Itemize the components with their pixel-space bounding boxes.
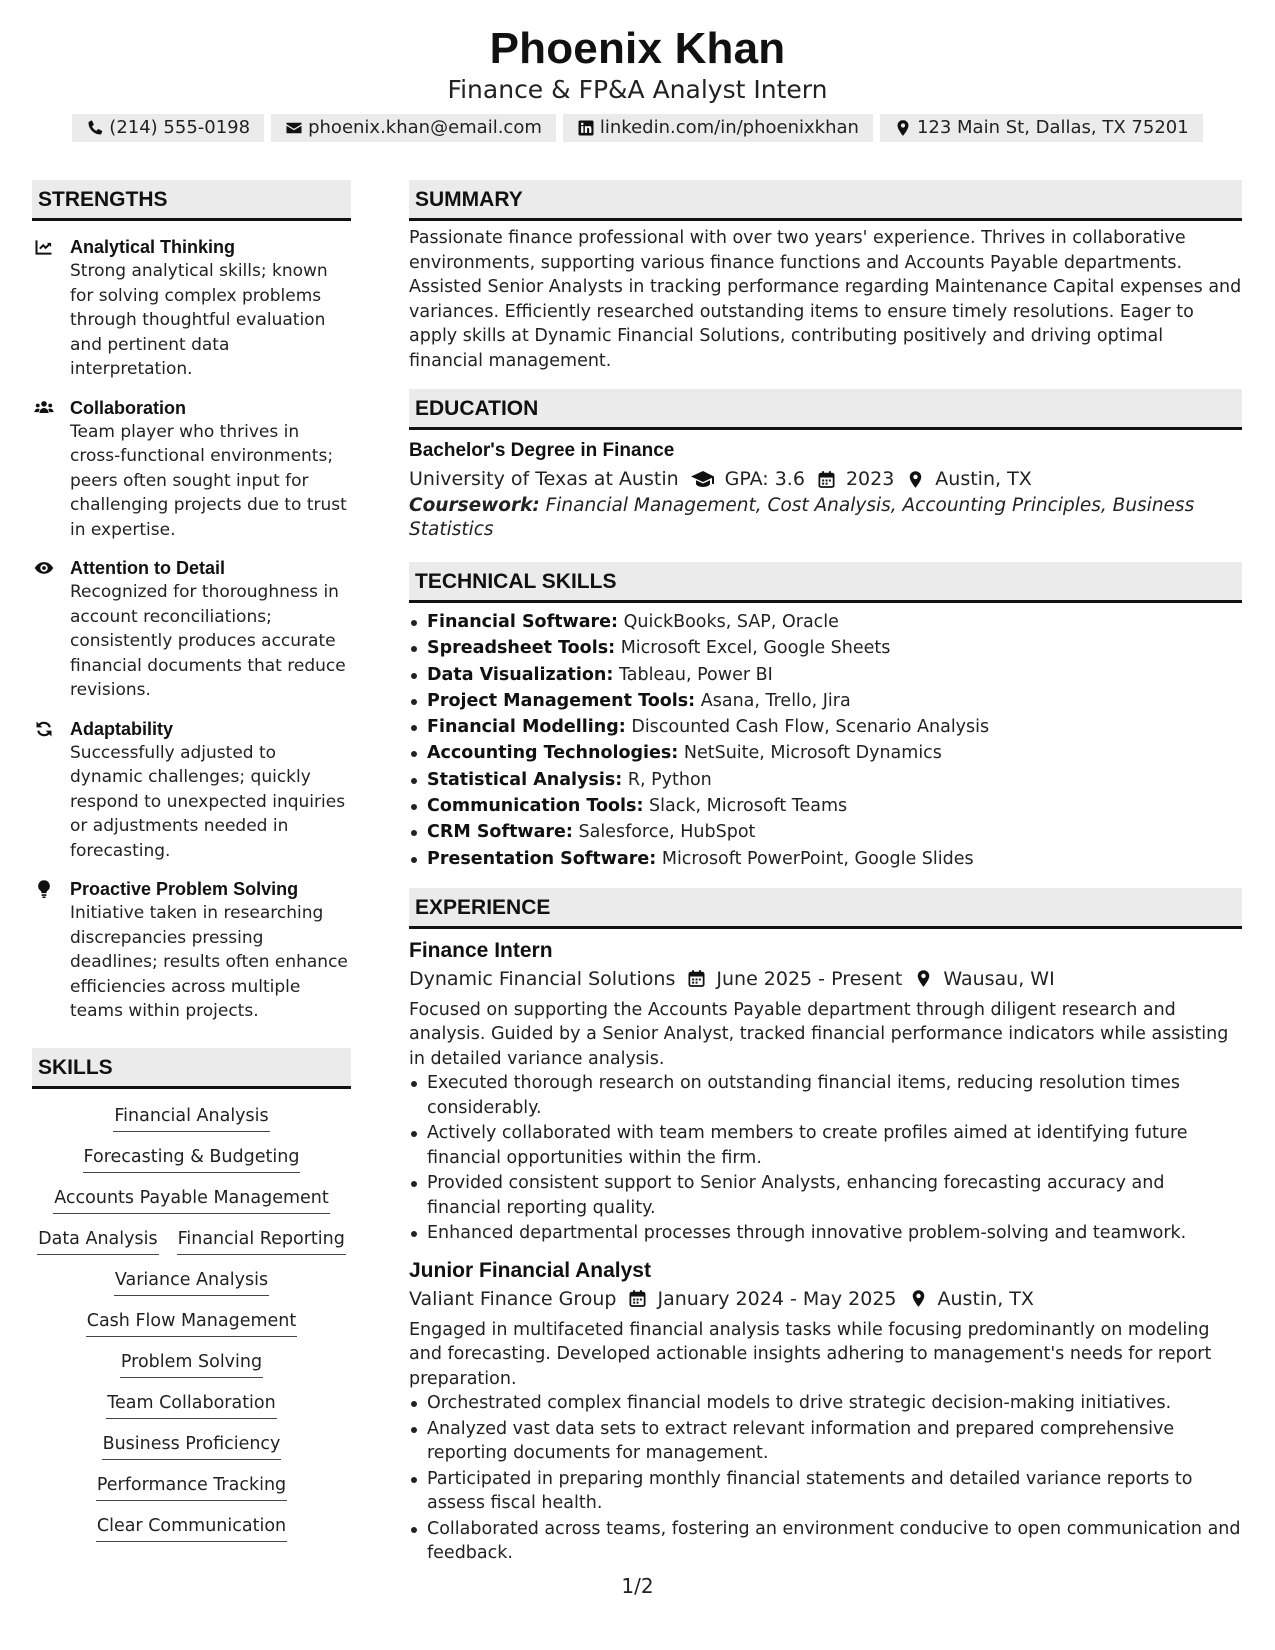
tech-skill-label: Spreadsheet Tools:	[427, 638, 616, 659]
left-column	[32, 180, 351, 1542]
list-item: Collaborated across teams, fostering an environment conducive to open communication and feedback.	[409, 1517, 1242, 1566]
job-dates: January 2024 - May 2025	[657, 1287, 897, 1310]
list-item	[409, 740, 1242, 766]
users-icon	[34, 398, 54, 418]
skills-heading: SKILLS	[32, 1048, 351, 1089]
strength-item	[32, 396, 351, 543]
education-location: Austin, TX	[935, 468, 1032, 490]
job-meta	[409, 1284, 1242, 1314]
coursework-list: Financial Management, Cost Analysis, Accounting Principles, Business Statistics	[409, 495, 1195, 540]
list-item: Participated in preparing monthly financial statements and detailed variance reports to assess fiscal health.	[409, 1467, 1242, 1516]
list-item	[409, 662, 1242, 688]
job-bullets	[409, 1071, 1242, 1246]
contact-linkedin[interactable]	[563, 114, 873, 142]
coursework-label: Coursework:	[409, 495, 540, 516]
strength-title: Proactive Problem Solving	[70, 879, 299, 899]
job-meta	[409, 964, 1242, 994]
job-title: Junior Financial Analyst	[409, 1258, 651, 1282]
tech-skill-label: Financial Software:	[427, 612, 619, 632]
skill-tag: Team Collaboration	[106, 1392, 276, 1419]
tech-skill-label: Project Management Tools:	[427, 690, 696, 711]
lightbulb-icon	[34, 879, 54, 899]
candidate-title: Finance & FP&A Analyst Intern	[447, 75, 828, 104]
job-entry	[409, 938, 1242, 1246]
list-item	[409, 688, 1242, 714]
linkedin-icon	[577, 119, 595, 137]
calendar-icon	[628, 1289, 647, 1308]
map-pin-icon	[906, 470, 925, 489]
tech-skill-value: Asana, Trello, Jira	[700, 690, 851, 711]
skill-tag: Clear Communication	[96, 1515, 287, 1542]
job-bullets	[409, 1391, 1242, 1566]
refresh-icon	[34, 719, 54, 739]
job-location: Wausau, WI	[943, 967, 1055, 990]
job-description: Engaged in multifaceted financial analysis tasks while focusing predominantly on modeling and forecasting. Developed actionable insights adhering to management's needs for report preparation.	[409, 1319, 1212, 1389]
strength-title: Collaboration	[70, 397, 186, 418]
contact-address-text: 123 Main St, Dallas, TX 75201	[916, 117, 1189, 138]
tech-skill-value: Discounted Cash Flow, Scenario Analysis	[631, 717, 990, 738]
contact-bar	[0, 114, 1275, 142]
education-meta	[409, 464, 1242, 494]
map-pin-icon	[914, 969, 933, 988]
calendar-icon	[817, 470, 836, 489]
skills-list	[32, 1105, 351, 1542]
contact-linkedin-text: linkedin.com/in/phoenixkhan	[599, 117, 859, 138]
education-school: University of Texas at Austin	[409, 468, 679, 490]
list-item: Analyzed vast data sets to extract relevant information and prepared comprehensive reporting documents for management.	[409, 1417, 1242, 1466]
experience-heading: EXPERIENCE	[409, 888, 1242, 929]
job-description: Focused on supporting the Accounts Payable department through diligent research and analysis. Guided by a Senior Analyst, tracked financial performance indicators while assisting in detailed variance analysis.	[409, 999, 1229, 1069]
list-item: Enhanced departmental processes through innovative problem-solving and teamwork.	[409, 1221, 1242, 1246]
technical-skills-list	[409, 609, 1242, 872]
education-year: 2023	[845, 468, 895, 490]
list-item	[409, 767, 1242, 793]
list-item	[409, 714, 1242, 740]
list-item	[409, 819, 1242, 845]
contact-email-text: phoenix.khan@email.com	[308, 117, 542, 138]
tech-skill-value: R, Python	[627, 769, 712, 790]
tech-skill-value: Slack, Microsoft Teams	[649, 796, 848, 817]
list-item	[409, 846, 1242, 872]
job-company: Valiant Finance Group	[409, 1287, 617, 1310]
skill-tag: Data Analysis	[37, 1228, 158, 1255]
graduation-cap-icon	[691, 467, 715, 491]
eye-icon	[34, 558, 54, 578]
summary-text: Passionate finance professional with over two years' experience. Thrives in collaborative environments, supporting various finance functions and Accounts Payable departments. Assisted Senior Analysts in tracking performance regarding Maintenance Capital expenses and variances. Efficiently researched outstanding items to ensure timely resolutions. Eager to apply skills at Dynamic Financial Solutions, contributing positively and driving optimal financial management.	[409, 228, 1242, 371]
contact-email[interactable]	[271, 114, 556, 142]
tech-skill-label: Statistical Analysis:	[427, 769, 623, 790]
skill-tag: Problem Solving	[120, 1351, 263, 1378]
job-company: Dynamic Financial Solutions	[409, 967, 676, 990]
tech-skill-value: QuickBooks, SAP, Oracle	[623, 612, 839, 632]
list-item: Actively collaborated with team members to create profiles aimed at identifying future financial opportunities within the firm.	[409, 1121, 1242, 1170]
contact-phone-text: (214) 555-0198	[109, 117, 251, 138]
list-item	[409, 793, 1242, 819]
list-item	[409, 609, 1242, 635]
resume-header	[0, 22, 1275, 142]
tech-skill-value: Tableau, Power BI	[618, 664, 773, 685]
summary-heading: SUMMARY	[409, 180, 1242, 221]
strength-title: Attention to Detail	[70, 558, 225, 578]
skill-tag: Performance Tracking	[96, 1474, 287, 1501]
envelope-icon	[285, 119, 303, 137]
skill-tag: Financial Reporting	[177, 1228, 346, 1255]
strength-description: Successfully adjusted to dynamic challenges; quickly respond to unexpected inquiries or adjustments needed in forecasting.	[70, 742, 346, 861]
skill-tag: Financial Analysis	[113, 1105, 269, 1132]
map-pin-icon	[894, 119, 912, 137]
tech-skill-value: Microsoft PowerPoint, Google Slides	[661, 848, 974, 869]
education-degree: Bachelor's Degree in Finance	[409, 440, 675, 461]
education-heading: EDUCATION	[409, 389, 1242, 430]
chart-line-icon	[34, 237, 54, 257]
strength-title: Analytical Thinking	[70, 237, 236, 257]
tech-skill-value: Microsoft Excel, Google Sheets	[620, 638, 891, 659]
candidate-name: Phoenix Khan	[489, 24, 786, 73]
strength-description: Team player who thrives in cross-functional environments; peers often sought input for challenging projects due to trust in expertise.	[70, 421, 347, 540]
phone-icon	[86, 119, 104, 137]
tech-skill-label: Accounting Technologies:	[427, 743, 679, 764]
strength-item	[32, 556, 351, 703]
tech-skill-label: Presentation Software:	[427, 848, 657, 869]
tech-skill-value: Salesforce, HubSpot	[578, 822, 756, 843]
skill-tag: Business Proficiency	[102, 1433, 282, 1460]
list-item: Provided consistent support to Senior Analysts, enhancing forecasting accuracy and financial reporting quality.	[409, 1171, 1242, 1220]
strength-item	[32, 717, 351, 864]
map-pin-icon	[909, 1289, 928, 1308]
page-number: 1/2	[621, 1574, 654, 1598]
calendar-icon	[687, 969, 706, 988]
strengths-heading: STRENGTHS	[32, 180, 351, 221]
strength-title: Adaptability	[70, 718, 174, 739]
strength-item	[32, 235, 351, 382]
tech-skill-value: NetSuite, Microsoft Dynamics	[683, 743, 942, 764]
skill-tag: Forecasting & Budgeting	[83, 1146, 301, 1173]
tech-skill-label: Data Visualization:	[427, 664, 614, 685]
strength-description: Recognized for thoroughness in account reconciliations; consistently produces accurate financial documents that reduce revisions.	[70, 582, 346, 700]
job-title: Finance Intern	[409, 938, 553, 962]
education-coursework	[409, 494, 1242, 542]
job-entry	[409, 1258, 1242, 1566]
list-item	[409, 635, 1242, 661]
list-item: Executed thorough research on outstanding financial items, reducing resolution times considerably.	[409, 1071, 1242, 1120]
contact-phone[interactable]	[72, 114, 264, 142]
strength-item	[32, 877, 351, 1024]
tech-skill-label: Financial Modelling:	[427, 717, 626, 738]
job-location: Austin, TX	[937, 1287, 1034, 1310]
job-dates: June 2025 - Present	[716, 967, 903, 990]
strength-description: Strong analytical skills; known for solving complex problems through thoughtful evaluation and pertinent data interpretation.	[70, 261, 328, 379]
contact-address	[880, 114, 1203, 142]
skill-tag: Variance Analysis	[114, 1269, 269, 1296]
tech-skill-label: CRM Software:	[427, 822, 573, 843]
technical-skills-heading: TECHNICAL SKILLS	[409, 562, 1242, 603]
list-item: Orchestrated complex financial models to drive strategic decision-making initiatives.	[409, 1391, 1242, 1416]
skill-tag: Accounts Payable Management	[53, 1187, 330, 1214]
strength-description: Initiative taken in researching discrepancies pressing deadlines; results often enhance efficiencies across multiple teams within projects.	[70, 903, 348, 1021]
education-gpa: GPA: 3.6	[724, 468, 805, 490]
right-column	[409, 180, 1242, 1567]
skill-tag: Cash Flow Management	[86, 1310, 298, 1337]
tech-skill-label: Communication Tools:	[427, 796, 644, 817]
